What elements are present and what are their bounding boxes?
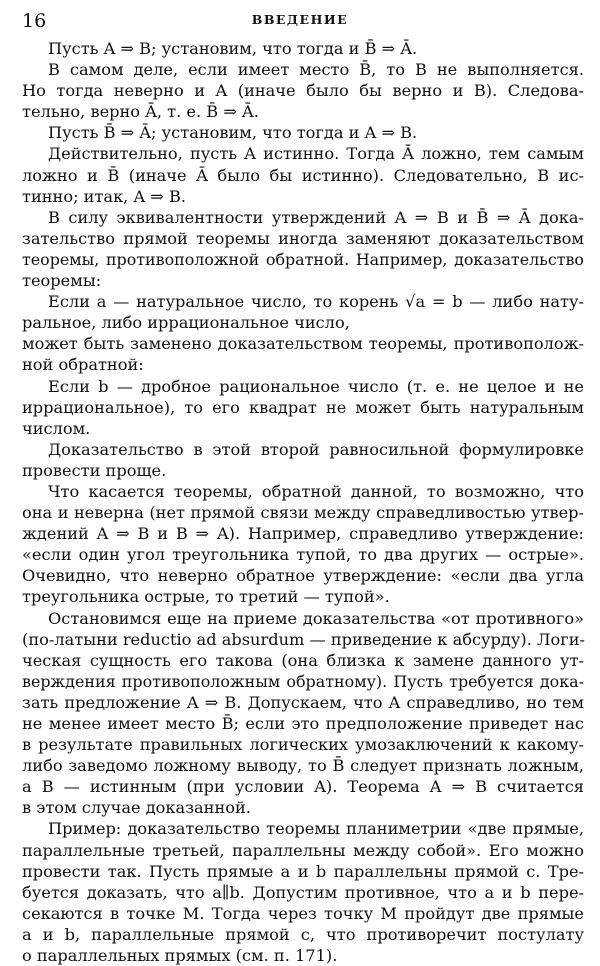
text-line: буется доказать, что a∥b. Допустим противное, что a и b пере- <box>22 882 584 902</box>
text-line: в результате правильных логических умозаключений к какому- <box>22 735 584 755</box>
text-line: может быть заменено доказательством теоремы, противополож- <box>22 334 584 354</box>
text-line: тельно, верно Ā, т. е. B̄ ⇒ Ā. <box>22 102 259 122</box>
text-line: Но тогда неверно и A (иначе было бы верно и B). Следова- <box>22 81 584 101</box>
text-line: «если один угол треугольника тупой, то два других — острые». <box>22 545 584 565</box>
text-line: секаются в точке M. Тогда через точку M пройдут две прямые <box>22 903 584 923</box>
text-line: теоремы, противоположной обратной. Например, доказательство <box>22 249 584 269</box>
text-line: Доказательство в этой второй равносильной формулировке <box>48 439 584 459</box>
text-line: теоремы: <box>22 271 102 291</box>
text-line: зательство прямой теоремы иногда заменяют доказательством <box>22 228 584 248</box>
text-line: Что касается теоремы, обратной данной, то возможно, что <box>48 481 584 501</box>
text-line: ной обратной: <box>22 355 144 375</box>
text-line: ждений A ⇒ B и B ⇒ A). Например, справедливо утверждение: <box>22 524 584 544</box>
text-line: тинно; итак, A ⇒ B. <box>22 186 187 206</box>
text-line: Очевидно, что неверно обратное утверждение: «если два угла <box>22 566 584 586</box>
running-head: ВВЕДЕНИЕ <box>251 12 349 27</box>
text-line: верждения противоположным обратному). Пусть требуется дока- <box>22 671 584 691</box>
text-line: ральное, либо иррациональное число, <box>22 313 350 333</box>
text-line: Если b — дробное рациональное число (т. е. не целое и не <box>48 376 584 396</box>
text-line: a и b, параллельные прямой c, что противоречит постулату <box>22 924 584 944</box>
text-line: (по-латыни reductio ad absurdum — приведение к абсурду). Логи- <box>22 629 586 649</box>
text-line: В самом деле, если имеет место B̄, то B не выполняется. <box>48 60 584 80</box>
text-line: не менее имеет место B̄; если это предположение приведет нас <box>22 714 584 733</box>
text-line: провести проще. <box>22 460 167 480</box>
text-line: ческая сущность его такова (она близка к замене данного ут- <box>22 650 584 670</box>
text-line: Пусть B̄ ⇒ Ā; установим, что тогда и A ⇒ B. <box>48 123 418 143</box>
text-line: Если a — натуральное число, то корень √a = b — либо нату- <box>48 292 584 312</box>
text-line: провести так. Пусть прямые a и b параллельны прямой c. Тре- <box>22 861 584 881</box>
text-line: а B — истинным (при условии A). Теорема A ⇒ B считается <box>22 777 584 797</box>
text-line: Пример: доказательство теоремы планиметрии «две прямые, <box>48 819 584 839</box>
text-line: Действительно, пусть A истинно. Тогда Ā ложно, тем самым <box>48 144 584 164</box>
text-line: ложно и B̄ (иначе Ā было бы истинно). Следовательно, B ис- <box>22 165 584 185</box>
text-line: она и неверна (нет прямой связи между справедливостью утвер- <box>22 503 584 523</box>
text-line: параллельные третьей, параллельны между собой». Его можно <box>22 840 584 860</box>
page-number: 16 <box>22 10 47 32</box>
text-line: в этом случае доказанной. <box>22 798 251 818</box>
text-line: зать предложение A ⇒ B. Допускаем, что A справедливо, но тем <box>22 692 584 712</box>
text-line: о параллельных прямых (см. п. 171). <box>22 946 338 966</box>
text-line: треугольника острые, то третий — тупой». <box>22 587 390 607</box>
text-line: либо заведомо ложному выводу, то B̄ следует признать ложным, <box>22 756 584 776</box>
text-line: иррациональное), то его квадрат не может быть натуральным <box>22 397 584 417</box>
text-line: В силу эквивалентности утверждений A ⇒ B и B̄ ⇒ Ā дока- <box>48 207 584 227</box>
body-text <box>22 38 584 966</box>
text-line: Остановимся еще на приеме доказательства «от противного» <box>48 608 584 628</box>
text-line: Пусть A ⇒ B; установим, что тогда и B̄ ⇒ Ā. <box>48 39 418 58</box>
page-header <box>22 8 578 34</box>
text-line: числом. <box>22 418 91 438</box>
